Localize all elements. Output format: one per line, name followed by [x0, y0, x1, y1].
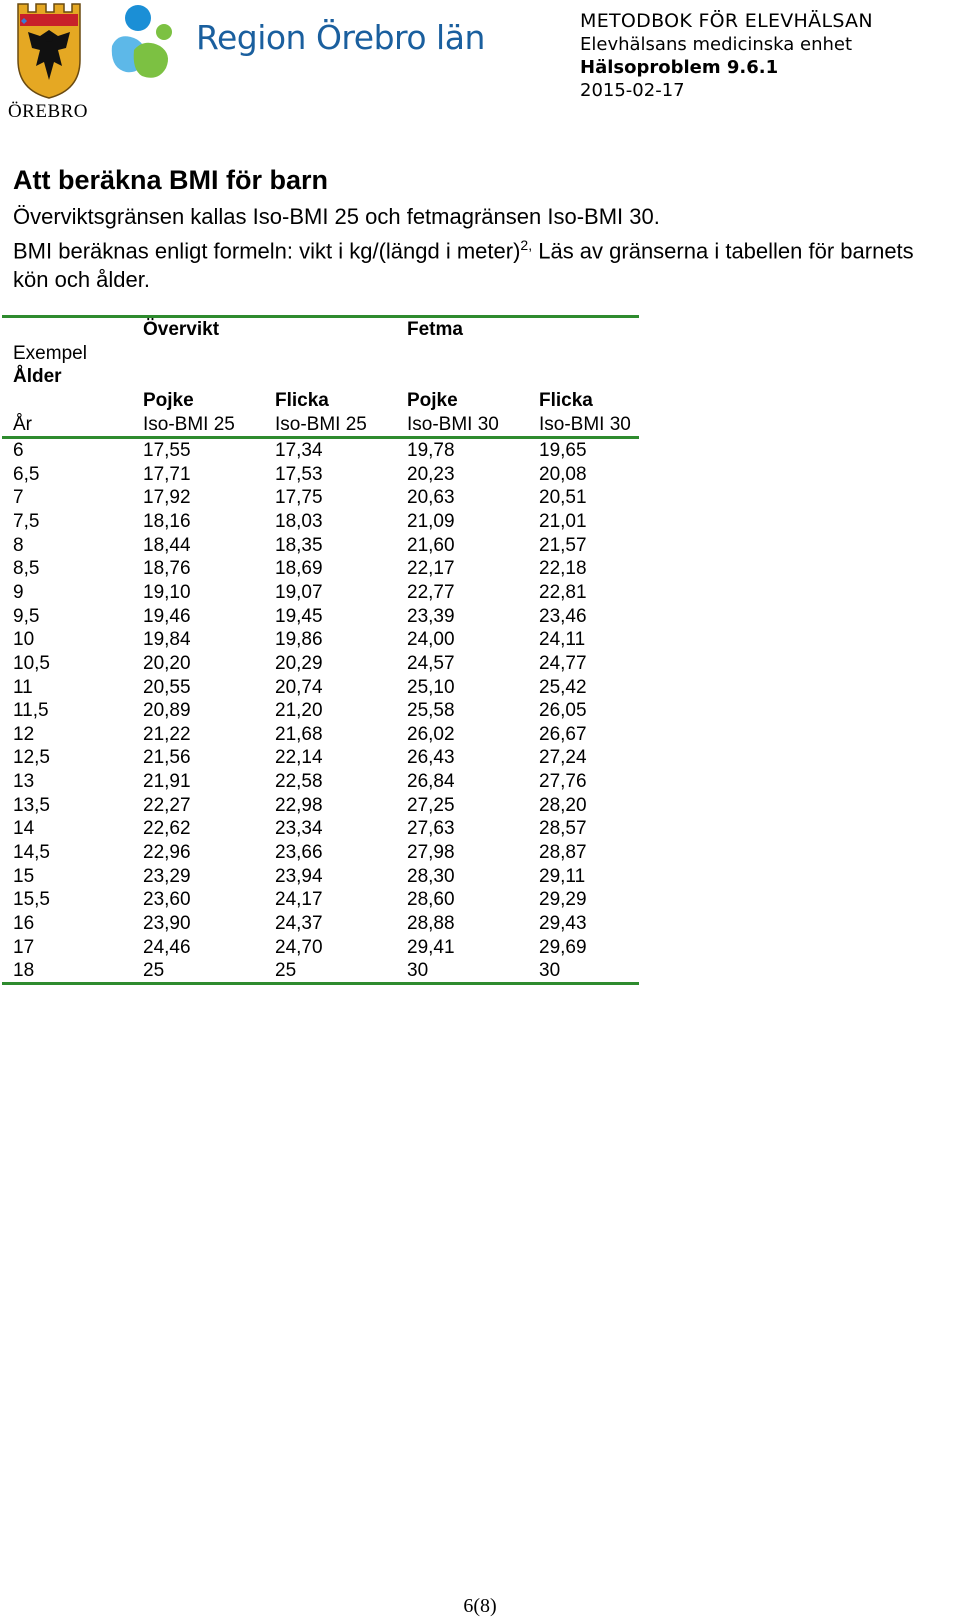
- intro-line-2: [13, 231, 953, 294]
- unit-header-4: Iso-BMI 30: [539, 414, 631, 435]
- table-cell-girl-obesity: 24,77: [539, 653, 587, 674]
- table-cell-boy-obesity: 22,77: [407, 582, 455, 603]
- sex-header-pojke-fetma: Pojke: [407, 390, 458, 411]
- meta-section: Hälsoproblem 9.6.1: [580, 57, 779, 78]
- orebro-logo-text: ÖREBRO: [7, 101, 89, 122]
- table-cell-age: 15: [13, 866, 35, 887]
- table-top-rule: [2, 315, 639, 318]
- table-cell-boy-overweight: 22,62: [143, 818, 191, 839]
- table-cell-boy-obesity: 21,60: [407, 535, 455, 556]
- table-cell-age: 14: [13, 818, 35, 839]
- table-cell-boy-obesity: 27,98: [407, 842, 455, 863]
- table-cell-girl-overweight: 19,07: [275, 582, 323, 603]
- group-header-overvikt: Övervikt: [143, 319, 220, 340]
- intro-formula-text: BMI beräknas enligt formeln: vikt i kg/(längd i meter): [13, 238, 521, 264]
- table-cell-girl-obesity: 28,87: [539, 842, 587, 863]
- column-header-year: År: [13, 414, 32, 435]
- table-cell-girl-obesity: 28,57: [539, 818, 587, 839]
- table-cell-girl-overweight: 24,37: [275, 913, 323, 934]
- table-cell-boy-overweight: 21,22: [143, 724, 191, 745]
- table-cell-boy-overweight: 17,71: [143, 464, 191, 485]
- table-cell-boy-overweight: 19,10: [143, 582, 191, 603]
- table-cell-age: 8,5: [13, 558, 40, 579]
- table-cell-boy-obesity: 27,25: [407, 795, 455, 816]
- table-cell-boy-obesity: 19,78: [407, 440, 455, 461]
- table-cell-age: 13,5: [13, 795, 50, 816]
- table-cell-age: 7,5: [13, 511, 40, 532]
- table-cell-age: 11: [13, 677, 33, 698]
- table-cell-girl-overweight: 24,17: [275, 889, 323, 910]
- table-cell-girl-overweight: 21,68: [275, 724, 323, 745]
- table-cell-girl-obesity: 21,57: [539, 535, 587, 556]
- table-cell-girl-overweight: 17,53: [275, 464, 323, 485]
- document-meta-block: [580, 10, 873, 102]
- table-cell-girl-obesity: 30: [539, 960, 561, 981]
- meta-date: 2015-02-17: [580, 80, 685, 101]
- table-cell-girl-overweight: 21,20: [275, 700, 323, 721]
- table-cell-boy-overweight: 24,46: [143, 937, 191, 958]
- label-alder: Ålder: [13, 366, 62, 387]
- table-cell-age: 14,5: [13, 842, 50, 863]
- table-cell-girl-overweight: 18,03: [275, 511, 323, 532]
- table-cell-girl-obesity: 29,29: [539, 889, 587, 910]
- table-cell-boy-overweight: 18,76: [143, 558, 191, 579]
- table-cell-boy-obesity: 21,09: [407, 511, 455, 532]
- table-cell-boy-overweight: 22,96: [143, 842, 191, 863]
- table-cell-boy-overweight: 20,20: [143, 653, 191, 674]
- table-cell-boy-obesity: 27,63: [407, 818, 455, 839]
- table-cell-boy-obesity: 25,10: [407, 677, 455, 698]
- table-cell-age: 10,5: [13, 653, 50, 674]
- table-cell-boy-overweight: 20,55: [143, 677, 191, 698]
- table-cell-girl-obesity: 24,11: [539, 629, 586, 650]
- table-cell-girl-overweight: 23,94: [275, 866, 323, 887]
- table-cell-girl-obesity: 23,46: [539, 606, 587, 627]
- table-cell-boy-overweight: 17,92: [143, 487, 191, 508]
- table-cell-girl-obesity: 29,11: [539, 866, 586, 887]
- table-cell-boy-overweight: 23,60: [143, 889, 191, 910]
- table-cell-boy-obesity: 26,02: [407, 724, 455, 745]
- table-cell-boy-obesity: 26,84: [407, 771, 455, 792]
- table-cell-age: 17: [13, 937, 35, 958]
- table-cell-boy-overweight: 20,89: [143, 700, 191, 721]
- table-cell-age: 18: [13, 960, 35, 981]
- label-exempel: Exempel: [13, 343, 87, 364]
- table-bottom-rule: [2, 982, 639, 985]
- table-cell-age: 16: [13, 913, 35, 934]
- region-orebro-logo-icon: [104, 2, 184, 84]
- table-cell-age: 9,5: [13, 606, 40, 627]
- table-cell-age: 15,5: [13, 889, 50, 910]
- table-cell-age: 6,5: [13, 464, 40, 485]
- table-cell-girl-overweight: 17,34: [275, 440, 323, 461]
- table-cell-boy-overweight: 17,55: [143, 440, 191, 461]
- group-header-fetma: Fetma: [407, 319, 463, 340]
- table-cell-girl-overweight: 18,69: [275, 558, 323, 579]
- table-cell-boy-overweight: 18,44: [143, 535, 191, 556]
- table-cell-boy-obesity: 26,43: [407, 747, 455, 768]
- table-cell-boy-overweight: 23,29: [143, 866, 191, 887]
- page-number: 6(8): [463, 1595, 497, 1617]
- table-cell-age: 12,5: [13, 747, 50, 768]
- table-cell-girl-obesity: 29,69: [539, 937, 587, 958]
- table-cell-girl-obesity: 19,65: [539, 440, 587, 461]
- table-cell-boy-overweight: 21,56: [143, 747, 191, 768]
- table-cell-boy-obesity: 20,63: [407, 487, 455, 508]
- table-cell-girl-overweight: 22,98: [275, 795, 323, 816]
- table-cell-boy-obesity: 28,88: [407, 913, 455, 934]
- table-cell-girl-obesity: 28,20: [539, 795, 587, 816]
- table-cell-age: 13: [13, 771, 35, 792]
- table-cell-girl-overweight: 22,58: [275, 771, 323, 792]
- table-cell-boy-overweight: 22,27: [143, 795, 191, 816]
- table-cell-girl-overweight: 23,34: [275, 818, 323, 839]
- intro-instruction-text: Läs av gränserna i tabellen för barnets kön och ålder.: [13, 238, 914, 293]
- sex-header-flicka-overvikt: Flicka: [275, 390, 329, 411]
- table-cell-girl-overweight: 23,66: [275, 842, 323, 863]
- table-cell-boy-obesity: 24,57: [407, 653, 455, 674]
- table-cell-age: 8: [13, 535, 24, 556]
- table-cell-girl-overweight: 20,29: [275, 653, 323, 674]
- table-cell-age: 7: [13, 487, 24, 508]
- table-cell-girl-overweight: 22,14: [275, 747, 323, 768]
- table-cell-age: 12: [13, 724, 35, 745]
- table-cell-girl-overweight: 25: [275, 960, 297, 981]
- table-cell-boy-overweight: 25: [143, 960, 165, 981]
- table-cell-boy-obesity: 29,41: [407, 937, 455, 958]
- table-cell-girl-obesity: 21,01: [539, 511, 587, 532]
- page-title: Att beräkna BMI för barn: [13, 165, 329, 195]
- table-cell-girl-overweight: 17,75: [275, 487, 323, 508]
- intro-line-1: Överviktsgränsen kallas Iso-BMI 25 och fetmagränsen Iso-BMI 30.: [13, 204, 660, 229]
- table-cell-girl-obesity: 20,51: [539, 487, 587, 508]
- region-name-logo-text: Region Örebro län: [196, 18, 485, 57]
- intro-text: [13, 202, 953, 294]
- table-cell-girl-overweight: 19,45: [275, 606, 323, 627]
- table-cell-girl-overweight: 18,35: [275, 535, 323, 556]
- table-cell-boy-overweight: 23,90: [143, 913, 191, 934]
- table-cell-age: 9: [13, 582, 24, 603]
- table-cell-boy-obesity: 28,60: [407, 889, 455, 910]
- table-cell-boy-overweight: 18,16: [143, 511, 191, 532]
- table-cell-girl-obesity: 20,08: [539, 464, 587, 485]
- table-cell-boy-overweight: 19,84: [143, 629, 191, 650]
- unit-header-1: Iso-BMI 25: [143, 414, 235, 435]
- table-cell-girl-obesity: 26,05: [539, 700, 587, 721]
- sex-header-flicka-fetma: Flicka: [539, 390, 593, 411]
- unit-header-3: Iso-BMI 30: [407, 414, 499, 435]
- table-cell-girl-obesity: 29,43: [539, 913, 587, 934]
- table-cell-girl-overweight: 19,86: [275, 629, 323, 650]
- table-cell-girl-overweight: 24,70: [275, 937, 323, 958]
- table-cell-boy-obesity: 30: [407, 960, 429, 981]
- table-cell-girl-obesity: 27,76: [539, 771, 587, 792]
- table-cell-boy-overweight: 19,46: [143, 606, 191, 627]
- table-header-rule: [2, 436, 639, 439]
- table-cell-boy-obesity: 22,17: [407, 558, 455, 579]
- table-cell-girl-obesity: 22,81: [539, 582, 587, 603]
- table-cell-boy-overweight: 21,91: [143, 771, 191, 792]
- table-cell-age: 6: [13, 440, 24, 461]
- sex-header-pojke-overvikt: Pojke: [143, 390, 194, 411]
- table-cell-boy-obesity: 25,58: [407, 700, 455, 721]
- table-cell-girl-overweight: 20,74: [275, 677, 323, 698]
- intro-superscript: 2,: [520, 237, 533, 253]
- table-cell-boy-obesity: 20,23: [407, 464, 455, 485]
- table-cell-age: 11,5: [13, 700, 49, 721]
- table-cell-age: 10: [13, 629, 35, 650]
- table-cell-girl-obesity: 27,24: [539, 747, 587, 768]
- table-cell-boy-obesity: 28,30: [407, 866, 455, 887]
- meta-handbook-title: METODBOK FÖR ELEVHÄLSAN: [580, 10, 873, 32]
- table-cell-girl-obesity: 26,67: [539, 724, 587, 745]
- meta-unit: Elevhälsans medicinska enhet: [580, 34, 853, 55]
- table-cell-boy-obesity: 23,39: [407, 606, 455, 627]
- table-cell-boy-obesity: 24,00: [407, 629, 455, 650]
- table-cell-girl-obesity: 22,18: [539, 558, 587, 579]
- table-cell-girl-obesity: 25,42: [539, 677, 587, 698]
- unit-header-2: Iso-BMI 25: [275, 414, 367, 435]
